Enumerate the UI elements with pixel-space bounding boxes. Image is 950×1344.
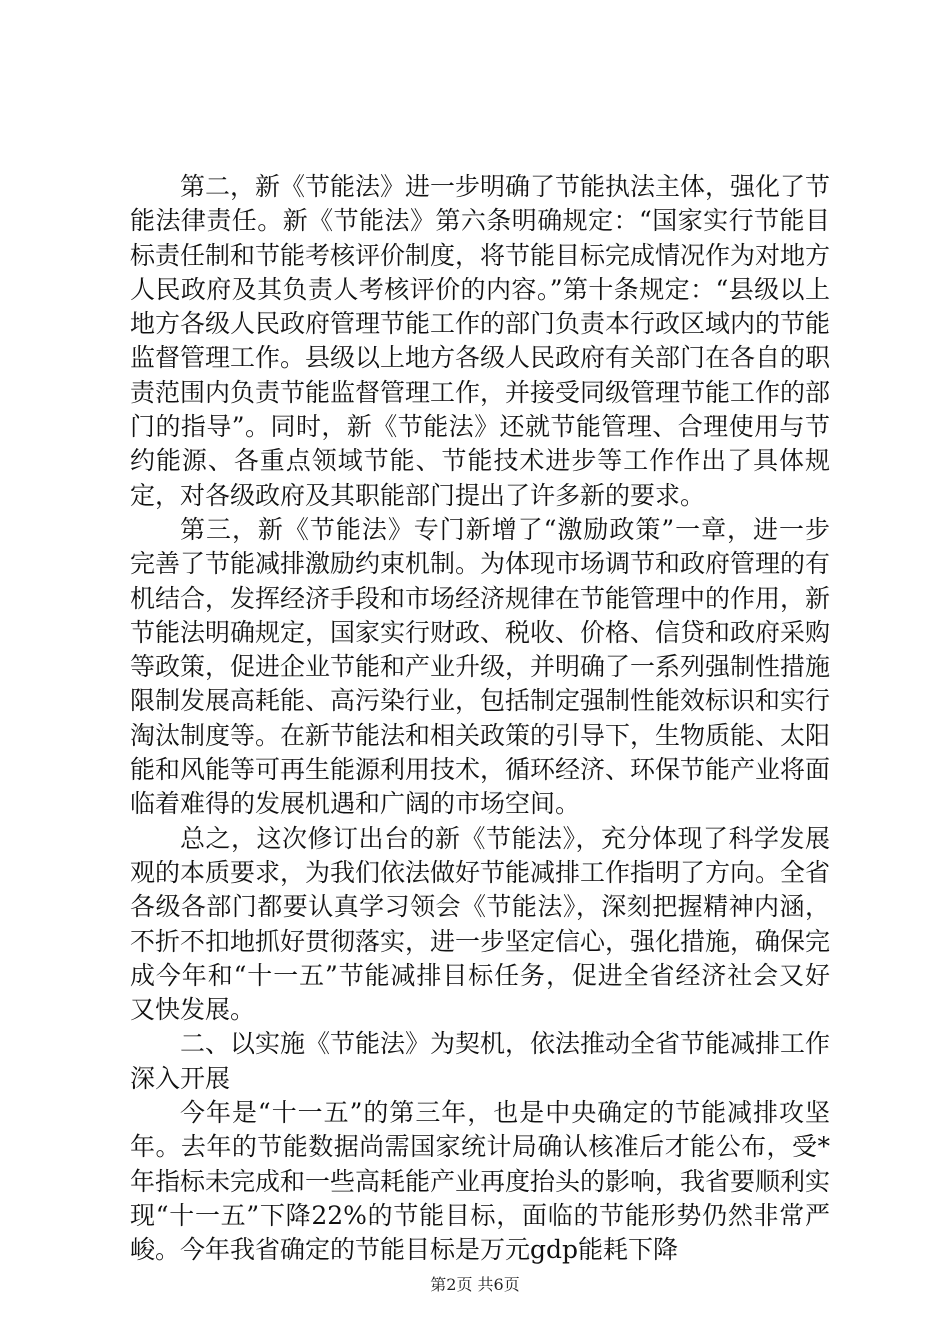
section-heading: 二、以实施《节能法》为契机，依法推动全省节能减排工作深入开展 (130, 1029, 831, 1093)
paragraph: 第二，新《节能法》进一步明确了节能执法主体，强化了节能法律责任。新《节能法》第六条明确规定：“国家实行节能目标责任制和节能考核评价制度，将节能目标完成情况作为对地方人民政府及其负责人考核评价的内容。”第十条规定：“县级以上地方各级人民政府管理节能工作的部门负责本行政区域内的节能监督管理工作。县级以上地方各级人民政府有关部门在各自的职责范围内负责节能监督管理工作，并接受同级管理节能工作的部门的指导”。同时，新《节能法》还就节能管理、合理使用与节约能源、各重点领域节能、节能技术进步等工作作出了具体规定，对各级政府及其职能部门提出了许多新的要求。 (130, 172, 831, 510)
paragraph: 今年是“十一五”的第三年，也是中央确定的节能减排攻坚年。去年的节能数据尚需国家统计局确认核准后才能公布，受*年指标未完成和一些高耗能产业再度抬头的影响，我省要顺利实现“十一五”下降22%的节能目标，面临的节能形势仍然非常严峻。今年我省确定的节能目标是万元gdp能耗下降 (130, 1098, 831, 1265)
page-footer: 第2页 共6页 (430, 1275, 520, 1294)
paragraph: 第三，新《节能法》专门新增了“激励政策”一章，进一步完善了节能减排激励约束机制。为体现市场调节和政府管理的有机结合，发挥经济手段和市场经济规律在节能管理中的作用，新节能法明确规定，国家实行财政、税收、价格、信贷和政府采购等政策，促进企业节能和产业升级，并明确了一系列强制性措施限制发展高耗能、高污染行业，包括制定强制性能效标识和实行淘汰制度等。在新节能法和相关政策的引导下，生物质能、太阳能和风能等可再生能源利用技术，循环经济、环保节能产业将面临着难得的发展机遇和广阔的市场空间。 (130, 514, 831, 819)
document-body (130, 170, 830, 1268)
paragraph: 总之，这次修订出台的新《节能法》，充分体现了科学发展观的本质要求，为我们依法做好节能减排工作指明了方向。全省各级各部门都要认真学习领会《节能法》，深刻把握精神内涵，不折不扣地抓好贯彻落实，进一步坚定信心，强化措施，确保完成今年和“十一五”节能减排目标任务，促进全省经济社会又好又快发展。 (130, 823, 831, 1025)
